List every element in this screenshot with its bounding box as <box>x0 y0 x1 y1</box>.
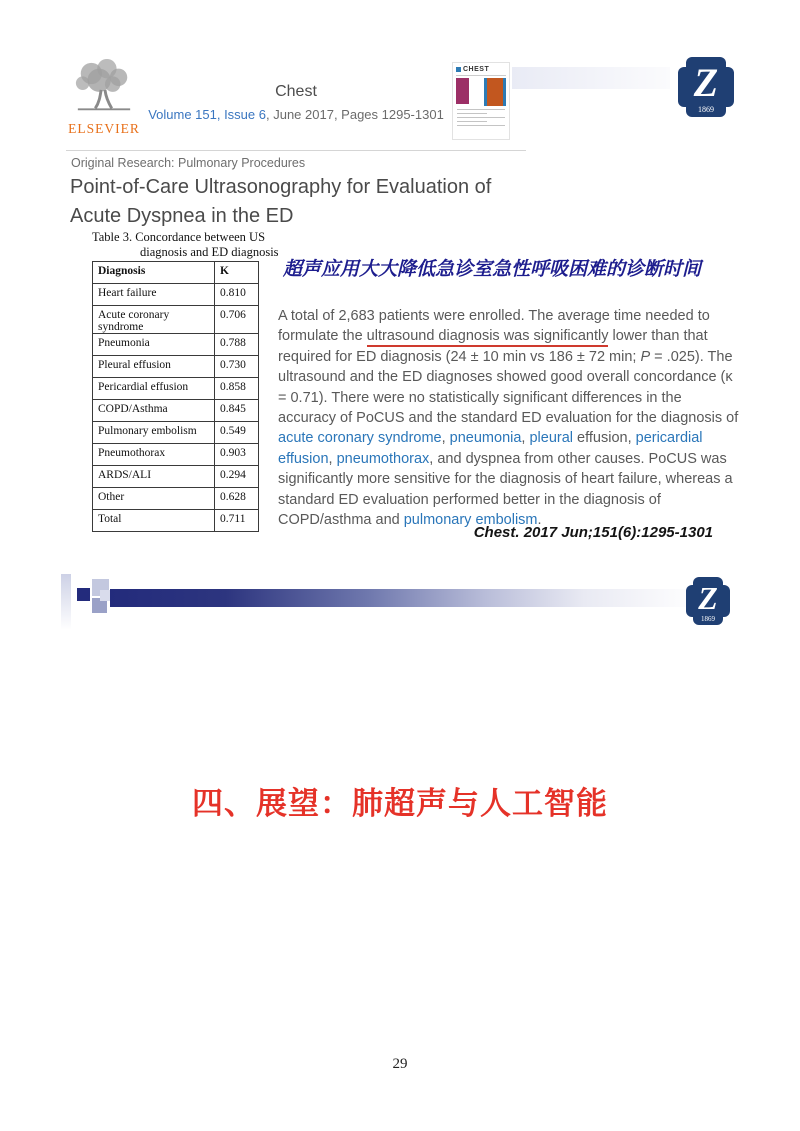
term-link[interactable]: pleural <box>529 430 574 447</box>
cell-k-value: 0.706 <box>215 306 259 334</box>
abstract-text: , <box>441 430 450 447</box>
cover-divider <box>456 75 506 76</box>
abstract-text: effusion, <box>573 430 636 447</box>
cell-k-value: 0.628 <box>215 488 259 510</box>
table-row <box>93 356 259 378</box>
term-link[interactable]: acute coronary syndrome <box>278 430 442 447</box>
page-number: 29 <box>392 1056 408 1072</box>
cell-k-value: 0.788 <box>215 334 259 356</box>
term-link[interactable]: pericardial effusion <box>278 430 703 467</box>
cell-k-value: 0.549 <box>215 422 259 444</box>
cover-photo-panel <box>484 78 506 106</box>
cell-diagnosis: COPD/Asthma <box>93 400 215 422</box>
table-row <box>93 510 259 532</box>
chinese-annotation: 超声应用大大降低急诊室急性呼吸困难的诊断时间 <box>283 259 702 280</box>
term-link[interactable]: pulmonary embolism <box>403 512 538 529</box>
hospital-logo-year: 1869 <box>698 105 714 114</box>
cover-magenta-panel <box>456 78 469 104</box>
hospital-logo <box>678 57 734 117</box>
journal-title: Chest <box>275 83 317 100</box>
abstract-text: A total of 2,683 patients were enrolled. The average time needed to formulate the <box>278 308 710 345</box>
cell-k-value: 0.810 <box>215 284 259 306</box>
section-heading: 四、展望：肺超声与人工智能 <box>192 786 608 821</box>
elsevier-wordmark: ELSEVIER <box>68 121 140 136</box>
abstract-text: , <box>328 450 337 467</box>
cell-diagnosis: Pneumothorax <box>93 444 215 466</box>
cell-diagnosis: Heart failure <box>93 284 215 306</box>
table-body <box>93 284 259 532</box>
cell-k-value: 0.858 <box>215 378 259 400</box>
cell-diagnosis: Total <box>93 510 215 532</box>
citation: Chest. 2017 Jun;151(6):1295-1301 <box>473 524 713 541</box>
hospital-logo-year: 1869 <box>701 614 715 623</box>
cell-diagnosis: Pericardial effusion <box>93 378 215 400</box>
term-link[interactable]: pneumothorax <box>336 450 430 467</box>
column-header-k: K <box>215 262 259 284</box>
abstract-text: lower than that required for ED diagnosis (24 ± 10 min vs 186 ± 72 min; <box>278 328 708 365</box>
term-link[interactable]: pneumonia <box>449 430 522 447</box>
hospital-logo-letter: Z <box>693 60 719 105</box>
cell-diagnosis: Acute coronary syndrome <box>93 306 215 334</box>
table-row <box>93 306 259 334</box>
volume-line <box>106 107 486 122</box>
hospital-logo-letter: Z <box>698 580 718 616</box>
volume-issue-link[interactable]: Volume 151, Issue 6 <box>148 107 266 122</box>
cell-diagnosis: Pneumonia <box>93 334 215 356</box>
table-row <box>93 444 259 466</box>
journal-cover-thumbnail[interactable] <box>452 62 510 140</box>
table-row <box>93 466 259 488</box>
table-header-row <box>93 262 259 284</box>
abstract-text: = .025). The ultrasound and the ED diagnoses showed good overall concordance (κ = 0.71). There were no statistically significant differences in the accuracy of PoCUS and the standard ED evaluation for the diagnosis of <box>278 348 739 427</box>
cell-diagnosis: Other <box>93 488 215 510</box>
cell-diagnosis: Pleural effusion <box>93 356 215 378</box>
divider-left-strip <box>61 574 71 630</box>
concordance-table <box>92 261 259 532</box>
volume-date-pages: , June 2017, Pages 1295-1301 <box>266 107 444 122</box>
table-row <box>93 422 259 444</box>
article-title: Point-of-Care Ultrasonography for Evaluation of Acute Dyspnea in the ED <box>70 176 492 227</box>
divider-square-dark <box>77 588 90 601</box>
table-row <box>93 284 259 306</box>
cell-k-value: 0.730 <box>215 356 259 378</box>
abstract-text: . <box>537 512 542 529</box>
article-category: Original Research: Pulmonary Procedures <box>71 156 306 170</box>
hospital-logo-small <box>686 577 730 625</box>
cell-diagnosis: ARDS/ALI <box>93 466 215 488</box>
abstract-text: P <box>640 348 651 365</box>
elsevier-logo <box>64 57 144 137</box>
table-row <box>93 378 259 400</box>
table-caption: Table 3. Concordance between US diagnosis and ED diagnosis <box>92 230 279 259</box>
table-row <box>93 488 259 510</box>
cell-diagnosis: Pulmonary embolism <box>93 422 215 444</box>
abstract-paragraph <box>278 306 742 530</box>
red-underlined-text: ultrasound diagnosis was significantly <box>367 328 609 347</box>
column-header-diagnosis: Diagnosis <box>93 262 215 284</box>
cell-k-value: 0.294 <box>215 466 259 488</box>
table-row <box>93 400 259 422</box>
abstract-text: , <box>521 430 530 447</box>
divider-gradient-bar <box>110 589 688 607</box>
abstract-text: , and dyspnea from other causes. PoCUS was significantly more sensitive for the diagnosis of heart failure, whereas a standard ED evaluation performed better in the diagnosis of COPD/asthma and <box>278 450 733 529</box>
cover-title: CHEST <box>463 66 490 73</box>
cell-k-value: 0.903 <box>215 444 259 466</box>
cover-logo-icon <box>456 67 461 72</box>
table-row <box>93 334 259 356</box>
header-gradient-bar <box>512 67 670 89</box>
cell-k-value: 0.845 <box>215 400 259 422</box>
header-rule <box>66 150 526 151</box>
cell-k-value: 0.711 <box>215 510 259 532</box>
